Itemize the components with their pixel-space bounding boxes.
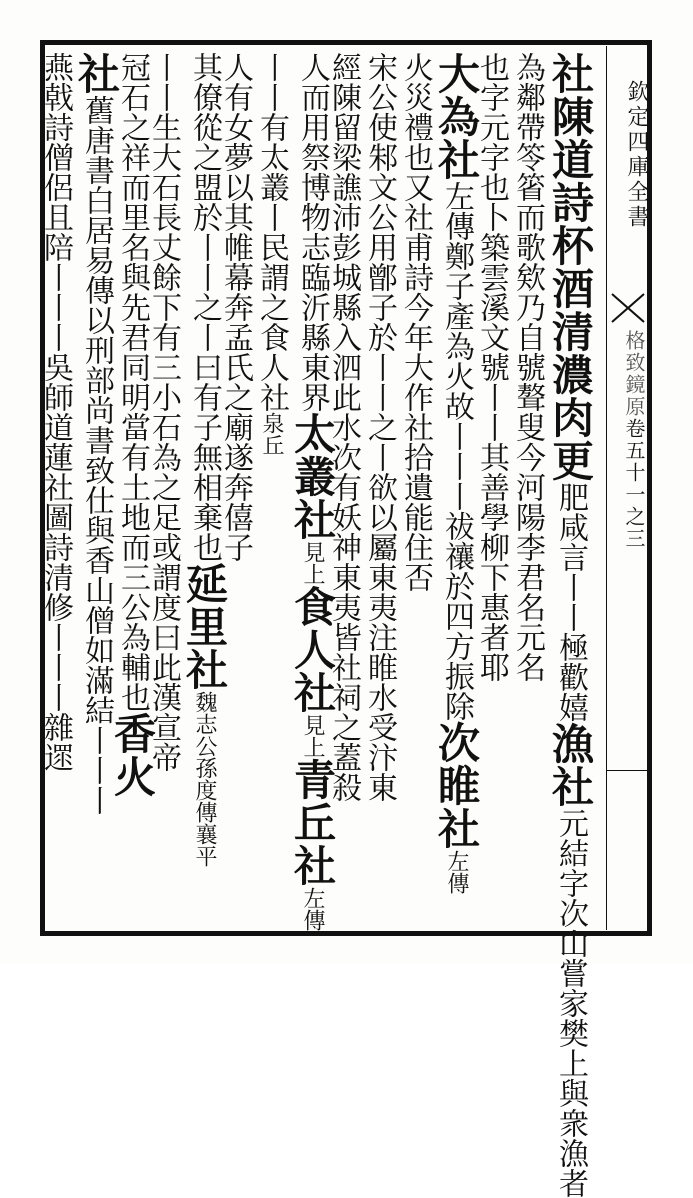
entry-text: 元結字次山嘗家樊上與衆漁者 — [553, 808, 588, 1198]
entry-text: 丨丨生大石長丈餘下有三小石為之足或謂度曰此漢宣帝 — [146, 52, 181, 772]
text-column — [362, 52, 396, 922]
book-title: 欽定四庫全書 — [624, 80, 649, 230]
entry-note: 左傳 — [444, 850, 469, 894]
text-column — [432, 52, 481, 922]
text-column — [510, 52, 544, 922]
entry-text: 也字元字也卜築雲溪文號丨丨其善學柳下惠者耶 — [474, 52, 509, 682]
entry-text: 其僚從之盟於丨丨之丨曰有子無相棄也 — [187, 52, 222, 562]
entry-text: 經陳留梁譙沛彭城縣入泗此水次有妖神東夷皆社祠之蓋殺 — [326, 52, 361, 802]
entry-heading: 漁社 — [546, 722, 595, 808]
fish-tail-icon — [610, 290, 646, 326]
entry-heading: 大為社 — [432, 52, 481, 181]
volume-number: 卷五十一之三 — [622, 418, 646, 550]
entry-text: 宋公使邾文公用鄫子於丨丨之丨欲以屬東夷注睢水受汴東 — [362, 52, 397, 802]
entry-text: 肥咸言丨丨極歡嬉 — [553, 482, 588, 722]
text-column — [398, 52, 432, 922]
entry-heading: 社陳道詩杯酒清濃肉更 — [546, 52, 595, 482]
volume-label — [620, 330, 646, 550]
entry-text: 冠石之祥而里名與先君同明當有土地而三公為輔也 — [115, 52, 150, 712]
entry-text: 舊唐書白居易傳以刑部尚書致仕與香山僧如滿結丨丨丨 — [79, 95, 114, 815]
entry-text: 人有女夢以其帷幕奔孟氏之廟遂奔僖子 — [218, 52, 253, 562]
entry-heading: 太叢社 — [288, 412, 337, 541]
entry-text: 左傳鄭子產為火故丨丨丨祓禳於四方振除 — [439, 181, 474, 721]
text-column — [288, 52, 337, 931]
entry-note: 左傳 — [300, 887, 325, 931]
entry-text: 燕戟詩僧侶且陪丨丨丨吳師道蓮社圖詩清修丨丨丨雜遝 — [38, 52, 73, 772]
entry-heading: 社 — [72, 52, 121, 95]
entry-text: 火災禮也又社甫詩今年大作社拾遺能住否 — [398, 52, 433, 592]
entry-note: 見上 — [300, 714, 325, 758]
entry-note: 魏志公孫度傳襄平 — [192, 691, 217, 867]
entry-heading: 食人社 — [288, 585, 337, 714]
fish-tail-rule — [606, 770, 647, 771]
text-column — [72, 52, 121, 922]
entry-note: 見上 — [300, 541, 325, 585]
text-column — [254, 52, 288, 922]
entry-heading: 香火 — [108, 712, 157, 798]
entry-note: 泉丘 — [259, 412, 284, 456]
entry-heading: 延里社 — [180, 562, 229, 691]
text-column — [38, 52, 72, 922]
entry-text: 人而用祭博物志臨沂縣東界 — [295, 52, 330, 412]
text-column — [546, 52, 595, 1198]
volume-blur: 格致鏡原 — [622, 330, 646, 418]
entry-heading: 次睢社 — [432, 721, 481, 850]
text-column — [180, 52, 229, 922]
entry-heading: 青丘社 — [288, 758, 337, 887]
entry-text: 丨丨有太叢丨民謂之食人社 — [254, 52, 289, 412]
entry-text: 為鄰帶笭箵而歌欸乃自號聱叟今河陽李君名元名 — [510, 52, 545, 682]
